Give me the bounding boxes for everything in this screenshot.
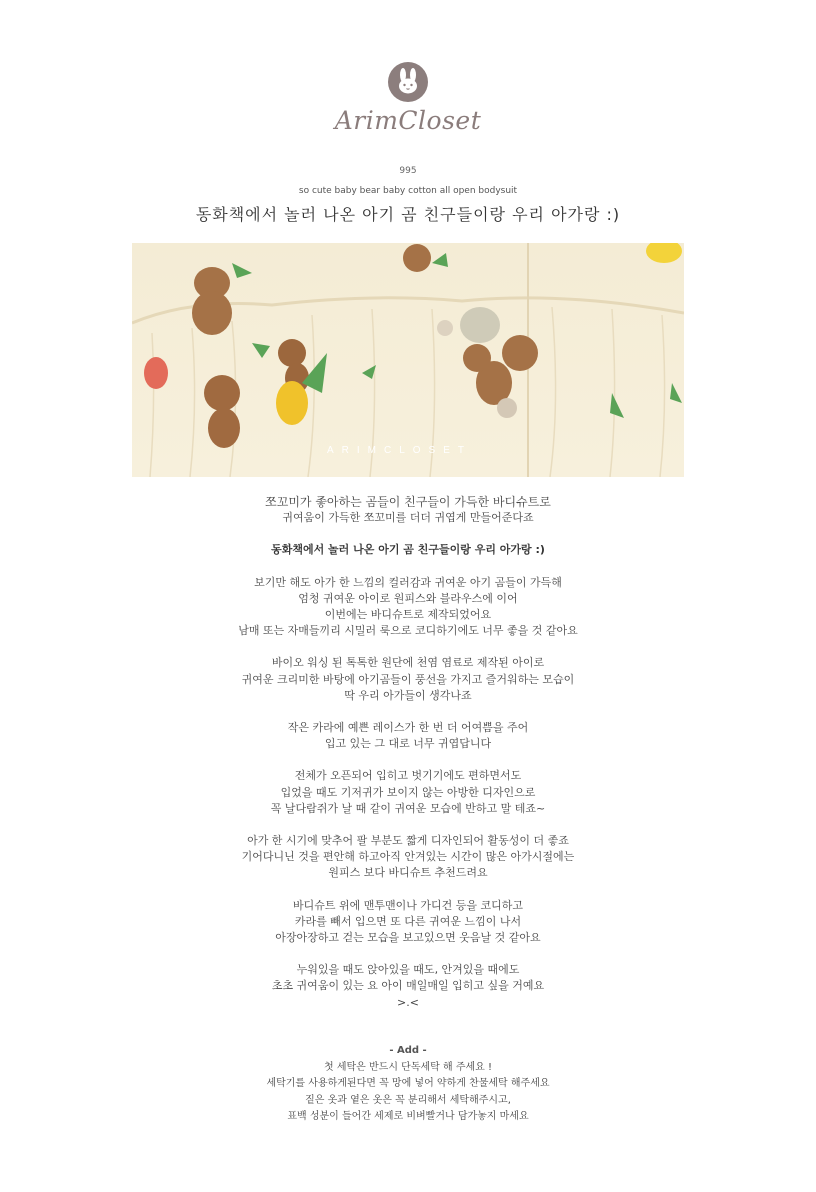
text-line: 귀여운 크리미한 바탕에 아기곰들이 풍선을 가지고 즐거워하는 모습이: [241, 672, 575, 686]
text-line: 보기만 해도 아가 한 느낌의 컬러감과 귀여운 아기 곰들이 가득해: [254, 575, 562, 589]
brand-name: ArimCloset: [334, 106, 482, 135]
highlight-line: 동화책에서 놀러 나온 아기 곰 친구들이랑 우리 아가랑 :): [271, 543, 545, 557]
text-line: 작은 카라에 예쁜 레이스가 한 번 더 어여쁨을 주어: [287, 721, 529, 735]
care-note-line: 첫 세탁은 반드시 단독세탁 해 주세요 !: [324, 1061, 492, 1073]
bunny-icon: [388, 62, 428, 102]
text-line: 남매 또는 자매들끼리 시밀러 룩으로 코디하기에도 너무 좋을 것 같아요: [238, 624, 578, 638]
text-line: 카라를 빼서 입으면 또 다른 귀여운 느낌이 나서: [294, 914, 522, 928]
text-line: >.<: [397, 995, 419, 1009]
intro-line: 귀여움이 가득한 쪼꼬미를 더더 귀엽게 만들어준다죠: [282, 511, 534, 525]
text-line: 꼭 날다람쥐가 날 때 같이 귀여운 모습에 반하고 말 테죠~: [270, 801, 546, 815]
care-notes: [0, 1043, 816, 1126]
intro-line: 쪼꼬미가 좋아하는 곰들이 친구들이 가득한 바디슈트로: [265, 495, 551, 509]
text-line: 바디슈트 위에 맨투맨이나 가디건 등을 코디하고: [292, 898, 523, 912]
text-line: 전체가 오픈되어 입히고 벗기기에도 편하면서도: [294, 769, 522, 783]
photo-watermark: ARIMCLOSET: [327, 445, 473, 456]
care-note-line: 표백 성분이 들어간 세제로 비벼빨거나 담가놓지 마세요: [287, 1111, 529, 1122]
text-line: 아가 한 시기에 맞추어 팔 부분도 짧게 디자인되어 활동성이 더 좋죠: [247, 834, 569, 848]
text-line: 엄청 귀여운 아이로 원피스와 블라우스에 이어: [298, 591, 518, 605]
product-subtitle: so cute baby bear baby cotton all open bodysuit: [298, 186, 518, 196]
product-code: 995: [399, 166, 417, 176]
product-description: [0, 494, 816, 1011]
text-line: 입고 있는 그 대로 너무 귀엽답니다: [324, 737, 492, 751]
care-note-line: 짙은 옷과 옅은 옷은 꼭 분리해서 세탁해주시고,: [305, 1094, 511, 1106]
text-line: 딱 우리 아가들이 생각나죠: [344, 688, 472, 702]
text-line: 아장아장하고 걷는 모습을 보고있으면 웃음날 것 같아요: [275, 931, 541, 945]
brand-logo[interactable]: [0, 62, 816, 135]
text-line: 입었을 때도 기저귀가 보이지 않는 아방한 디자인으로: [280, 785, 536, 799]
text-line: 기어다니닌 것을 편안해 하고아직 안겨있는 시간이 많은 아가시절에는: [241, 850, 575, 864]
text-line: 초초 귀여움이 있는 요 아이 매일매일 입히고 싶을 거예요: [271, 979, 545, 993]
care-note-line: 세탁기를 사용하게된다면 꼭 망에 넣어 약하게 찬물세탁 해주세요: [266, 1078, 550, 1089]
text-line: 원피스 보다 바디슈트 추천드려요: [328, 866, 488, 880]
care-notes-title: - Add -: [389, 1045, 427, 1056]
product-headline: 동화책에서 놀러 나온 아기 곰 친구들이랑 우리 아가랑 :): [195, 205, 621, 224]
text-line: 바이오 워싱 된 톡톡한 원단에 천염 염료로 제작된 아이로: [271, 656, 545, 670]
product-photo: [132, 243, 684, 477]
text-line: 이번에는 바디슈트로 제작되었어요: [324, 608, 492, 622]
text-line: 누워있을 때도 앉아있을 때도, 안겨있을 때에도: [296, 963, 520, 977]
